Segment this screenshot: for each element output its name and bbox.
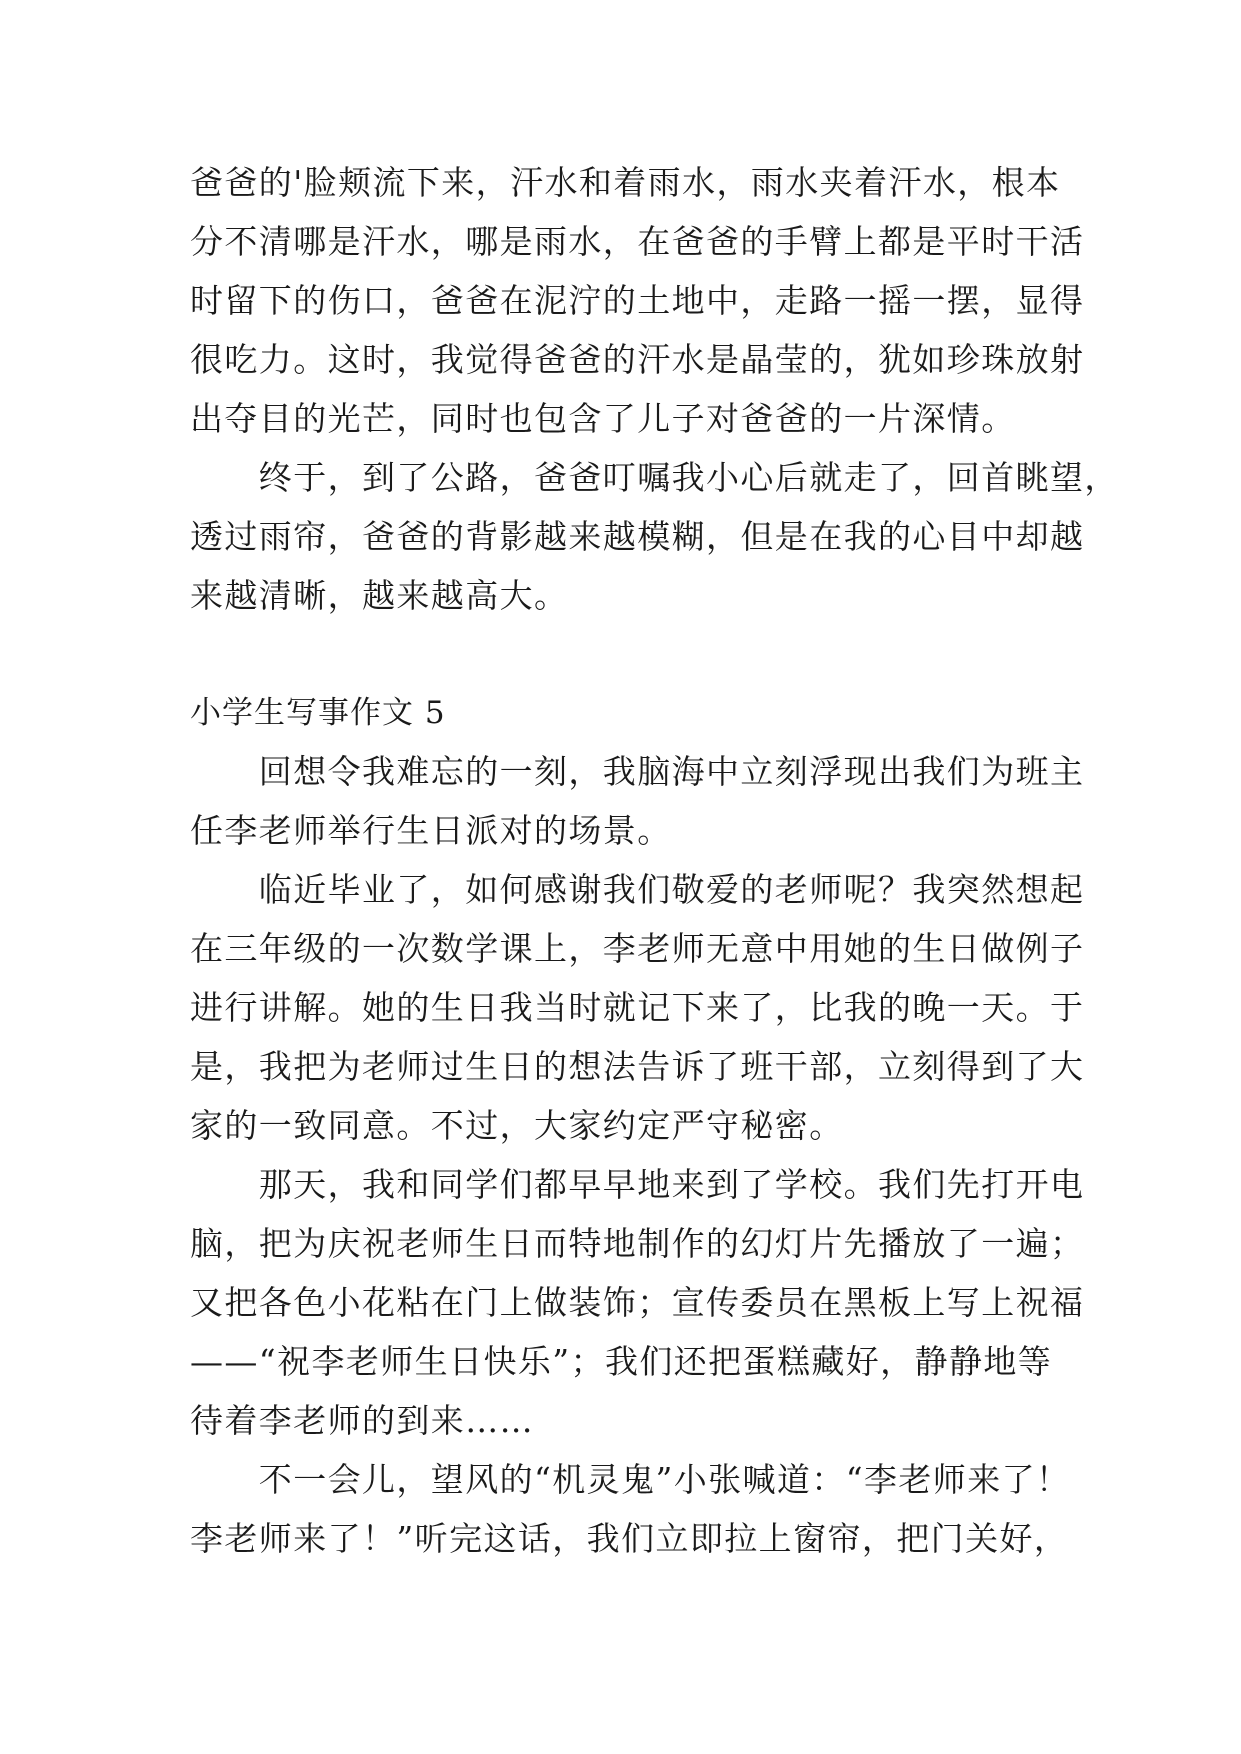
text-line: 很吃力。这时，我觉得爸爸的汗水是晶莹的，犹如珍珠放射 [190, 340, 1085, 379]
text-line: 临近毕业了，如何感谢我们敬爱的老师呢？我突然想起 [190, 870, 1085, 909]
text-line: 透过雨帘，爸爸的背影越来越模糊，但是在我的心目中却越 [190, 517, 1085, 556]
text-line: 又把各色小花粘在门上做装饰；宣传委员在黑板上写上祝福 [190, 1283, 1085, 1322]
text-line: 那天，我和同学们都早早地来到了学校。我们先打开电 [190, 1165, 1085, 1204]
text-line: ——“祝李老师生日快乐”；我们还把蛋糕藏好，静静地等 [190, 1342, 1053, 1381]
text-line: 爸爸的'脸颊流下来，汗水和着雨水，雨水夹着汗水，根本 [190, 163, 1061, 202]
text-line: 家的一致同意。不过，大家约定严守秘密。 [190, 1106, 844, 1145]
text-line: 分不清哪是汗水，哪是雨水，在爸爸的手臂上都是平时干活 [190, 222, 1085, 261]
text-line: 任李老师举行生日派对的场景。 [190, 811, 672, 850]
text-line: 脑，把为庆祝老师生日而特地制作的幻灯片先播放了一遍； [190, 1224, 1085, 1263]
text-line: 时留下的伤口，爸爸在泥泞的土地中，走路一摇一摆，显得 [190, 281, 1085, 320]
text-line: 待着李老师的到来…… [190, 1401, 534, 1440]
text-line: 来越清晰，越来越高大。 [190, 576, 569, 615]
text-line: 终于，到了公路，爸爸叮嘱我小心后就走了，回首眺望， [190, 458, 1119, 497]
section-title: 小学生写事作文 5 [190, 695, 446, 731]
text-line: 出夺目的光芒，同时也包含了儿子对爸爸的一片深情。 [190, 399, 1016, 438]
text-line: 回想令我难忘的一刻，我脑海中立刻浮现出我们为班主 [190, 752, 1085, 791]
text-line: 在三年级的一次数学课上，李老师无意中用她的生日做例子 [190, 929, 1085, 968]
text-line: 李老师来了！”听完这话，我们立即拉上窗帘，把门关好， [190, 1519, 1069, 1558]
text-line: 是，我把为老师过生日的想法告诉了班干部，立刻得到了大 [190, 1047, 1085, 1086]
text-line: 不一会儿，望风的“机灵鬼”小张喊道：“李老师来了！ [190, 1460, 1071, 1499]
text-line: 进行讲解。她的生日我当时就记下来了，比我的晚一天。于 [190, 988, 1085, 1027]
